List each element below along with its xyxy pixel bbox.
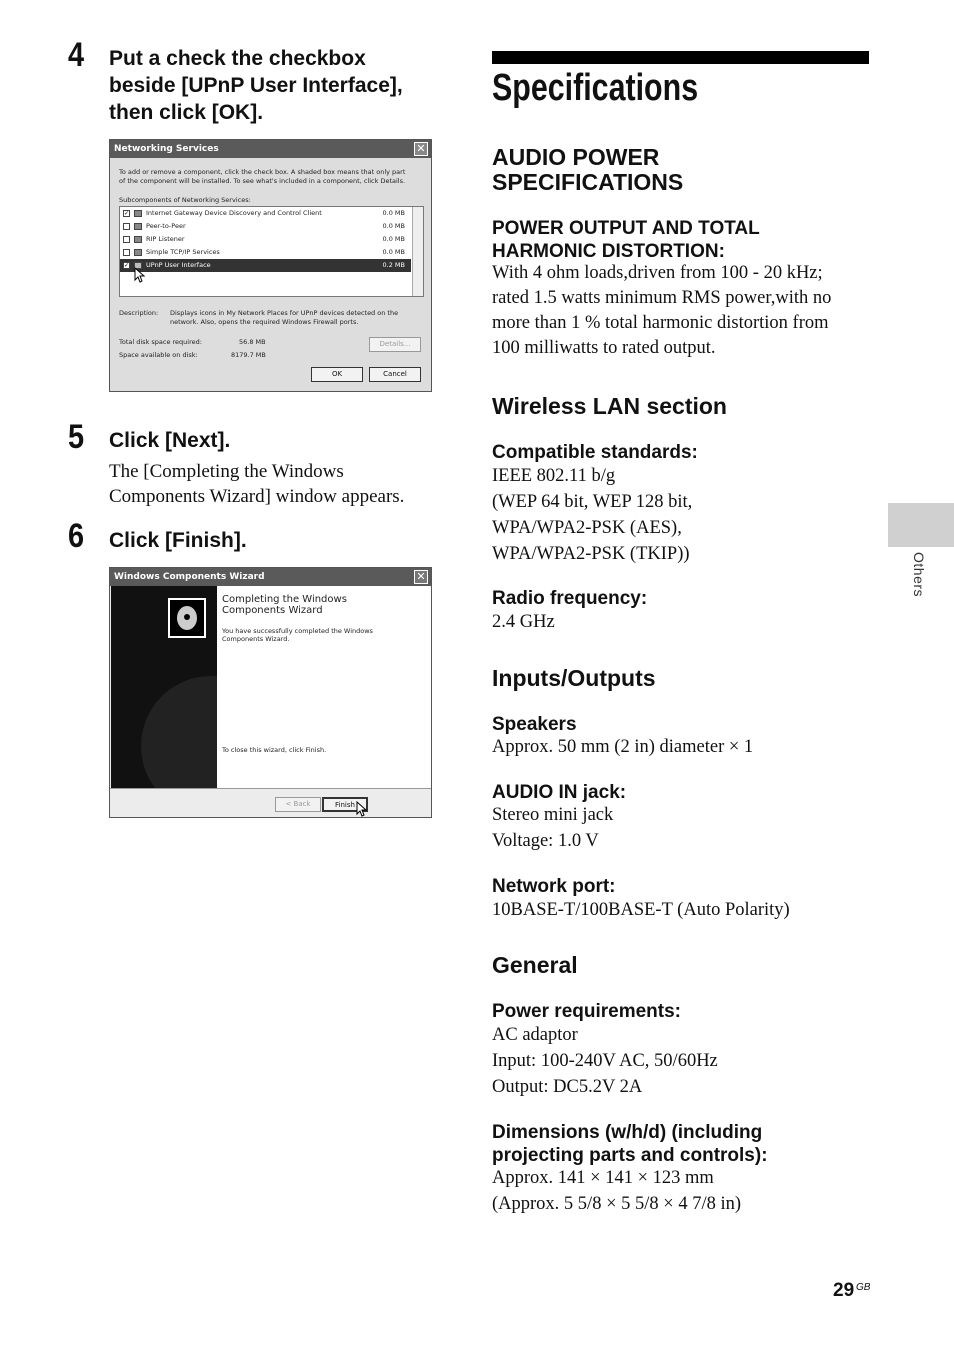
wizard-message-line-2: Components Wizard. bbox=[222, 635, 290, 643]
power-requirements-label: Power requirements: bbox=[492, 1001, 681, 1022]
intro-line-2: of the component will be installed. To see what's included in a component, click Details. bbox=[119, 177, 406, 185]
dimensions-label: Dimensions (w/h/d) (including projecting parts and controls): bbox=[492, 1122, 768, 1166]
dimensions-text: Approx. 141 × 141 × 123 mm (Approx. 5 5/8 × 5 5/8 × 4 7/8 in) bbox=[492, 1168, 742, 1214]
section-rule bbox=[492, 51, 869, 64]
general-heading: General bbox=[492, 952, 578, 978]
network-port-value: 10BASE-T/100BASE-T (Auto Polarity) bbox=[492, 900, 790, 920]
mouse-cursor-icon bbox=[356, 801, 368, 817]
speakers-label: Speakers bbox=[492, 714, 577, 735]
disc-graphic bbox=[141, 676, 217, 788]
list-item[interactable]: Simple TCP/IP Services 0.0 MB bbox=[120, 246, 411, 259]
radio-frequency-label: Radio frequency: bbox=[492, 588, 648, 609]
details-button[interactable]: Details... bbox=[369, 337, 421, 352]
speakers-value: Approx. 50 mm (2 in) diameter × 1 bbox=[492, 737, 754, 757]
networking-services-dialog bbox=[109, 139, 432, 392]
audio-in-label: AUDIO IN jack: bbox=[492, 782, 627, 803]
step-6-heading: Click [Finish]. bbox=[109, 529, 247, 552]
step-number-6: 6 bbox=[68, 517, 85, 555]
step-number-4: 4 bbox=[68, 36, 85, 74]
component-icon bbox=[134, 236, 142, 243]
list-item[interactable]: RIP Listener 0.0 MB bbox=[120, 233, 411, 246]
list-item[interactable]: Peer-to-Peer 0.0 MB bbox=[120, 220, 411, 233]
power-output-label: POWER OUTPUT AND TOTAL HARMONIC DISTORTION: bbox=[492, 218, 760, 262]
dialog-title-bar: Networking Services ✕ bbox=[110, 140, 431, 158]
intro-line-1: To add or remove a component, click the check box. A shaded box means that only part bbox=[119, 168, 406, 176]
cancel-button[interactable]: Cancel bbox=[369, 367, 421, 382]
disk-required-value: 56.8 MB bbox=[239, 338, 266, 346]
subcomponents-list[interactable] bbox=[119, 206, 424, 297]
compatible-standards-label: Compatible standards: bbox=[492, 442, 698, 463]
wizard-side-panel bbox=[111, 586, 217, 788]
power-requirements-text: AC adaptor Input: 100-240V AC, 50/60Hz Output: DC5.2V 2A bbox=[492, 1025, 718, 1097]
finish-button[interactable]: Finish bbox=[322, 797, 368, 812]
disk-required-label: Total disk space required: bbox=[119, 338, 202, 346]
audio-power-heading: AUDIO POWER SPECIFICATIONS bbox=[492, 144, 684, 195]
close-icon[interactable]: ✕ bbox=[414, 570, 428, 584]
wizard-heading-line-1: Completing the Windows bbox=[222, 594, 347, 605]
component-icon bbox=[134, 210, 142, 217]
description-line-2: network. Also, opens the required Windows Firewall ports. bbox=[170, 318, 359, 326]
step-4-heading: Put a check the checkbox beside [UPnP User Interface], then click [OK]. bbox=[109, 47, 403, 124]
wizard-close-hint: To close this wizard, click Finish. bbox=[222, 746, 327, 754]
dialog-title-bar: Windows Components Wizard ✕ bbox=[110, 568, 431, 586]
radio-frequency-value: 2.4 GHz bbox=[492, 612, 555, 632]
checkbox[interactable] bbox=[123, 249, 130, 256]
disk-available-label: Space available on disk: bbox=[119, 351, 198, 359]
checkbox[interactable] bbox=[123, 236, 130, 243]
side-tab-label: Others bbox=[911, 552, 927, 598]
inputs-outputs-heading: Inputs/Outputs bbox=[492, 665, 656, 691]
wizard-heading-line-2: Components Wizard bbox=[222, 605, 323, 616]
disk-available-value: 8179.7 MB bbox=[231, 351, 266, 359]
component-icon bbox=[134, 223, 142, 230]
side-tab bbox=[888, 503, 954, 547]
wizard-icon bbox=[168, 598, 206, 638]
checkbox[interactable] bbox=[123, 223, 130, 230]
components-wizard-dialog bbox=[109, 567, 432, 818]
step-5-body: The [Completing the Windows Components Wizard] window appears. bbox=[109, 461, 405, 507]
wizard-content bbox=[217, 586, 431, 788]
network-port-label: Network port: bbox=[492, 876, 616, 897]
checkbox[interactable]: ✓ bbox=[124, 210, 130, 217]
power-output-text: With 4 ohm loads,driven from 100 - 20 kHz; rated 1.5 watts minimum RMS power,with no more than 1 % total harmonic distortion from 100 milliwatts to rated output. bbox=[492, 263, 832, 358]
step-number-5: 5 bbox=[68, 418, 85, 456]
back-button[interactable]: < Back bbox=[275, 797, 321, 812]
audio-in-text: Stereo mini jack Voltage: 1.0 V bbox=[492, 805, 614, 851]
page-number-suffix: GB bbox=[856, 1282, 871, 1293]
description-line-1: Displays icons in My Network Places for UPnP devices detected on the bbox=[170, 309, 399, 317]
mouse-cursor-icon bbox=[134, 267, 146, 283]
list-item[interactable]: ✓ Internet Gateway Device Discovery and Control Client 0.0 MB bbox=[124, 209, 405, 217]
compatible-standards-text: IEEE 802.11 b/g (WEP 64 bit, WEP 128 bit, WPA/WPA2-PSK (AES), WPA/WPA2-PSK (TKIP)) bbox=[492, 466, 693, 564]
list-scrollbar[interactable] bbox=[412, 207, 423, 296]
page-title: Specifications bbox=[492, 67, 699, 109]
description-label: Description: bbox=[119, 309, 159, 317]
step-5-heading: Click [Next]. bbox=[109, 429, 231, 452]
wireless-heading: Wireless LAN section bbox=[492, 393, 727, 419]
list-item-selected[interactable]: ✓ UPnP User Interface 0.2 MB bbox=[120, 259, 411, 272]
divider bbox=[110, 788, 432, 789]
ok-button[interactable]: OK bbox=[311, 367, 363, 382]
wizard-message-line-1: You have successfully completed the Windows bbox=[222, 627, 373, 635]
page-number: 29 bbox=[833, 1280, 855, 1301]
checkbox[interactable]: ✓ bbox=[124, 262, 130, 269]
close-icon[interactable]: ✕ bbox=[414, 142, 428, 156]
subcomponents-label: Subcomponents of Networking Services: bbox=[119, 196, 251, 204]
component-icon bbox=[134, 249, 142, 256]
